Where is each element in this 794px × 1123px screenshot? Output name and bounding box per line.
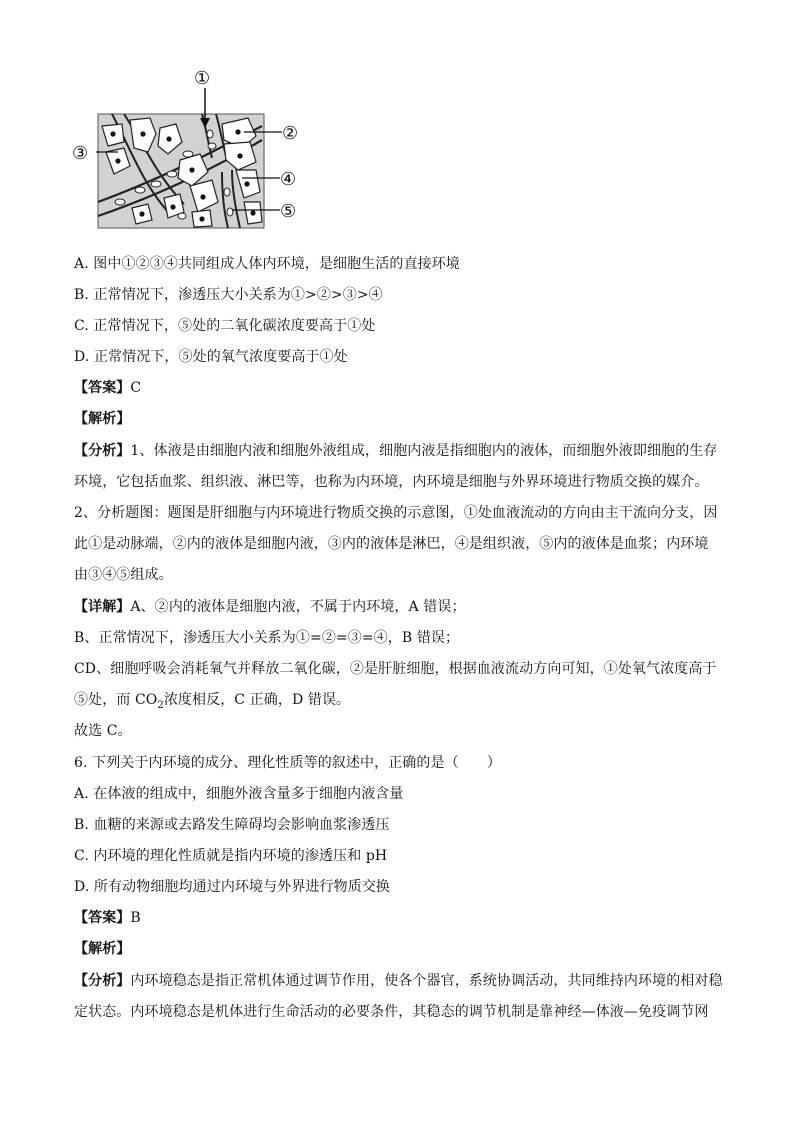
q5-analysis-p2-line2: 此①是动脉端，②内的液体是细胞内液，③内的液体是淋巴，④是组织液，⑤内的液体是血浆；内环境	[74, 536, 709, 552]
analysis-tag: 【分析】	[74, 973, 131, 989]
q5-analysis-p2-line1: 2、分析题图：题图是肝细胞与内环境进行物质交换的示意图，①处血液流动的方向由主干流向分支，因	[74, 505, 718, 521]
analysis-text: 内环境稳态是指正常机体通过调节作用，使各个器官，系统协调活动，共同维持内环境的相对稳	[130, 973, 723, 989]
liver-cell-diagram	[72, 62, 312, 242]
q5-option-a: A. 图中①②③④共同组成人体内环境，是细胞生活的直接环境	[74, 256, 460, 272]
label-5: ⑤	[280, 201, 297, 222]
analysis-tag: 【分析】	[74, 443, 131, 459]
q5-conclusion: 故选 C。	[74, 723, 132, 739]
answer-value: C	[130, 380, 142, 396]
q5-option-b: B. 正常情况下，渗透压大小关系为①>②>③>④	[74, 287, 383, 303]
q6-option-a: A. 在体液的组成中，细胞外液含量多于细胞内液含量	[74, 786, 404, 802]
analysis-title: 解析	[88, 941, 117, 957]
detail-text-a: ⑤处，而 CO	[74, 692, 158, 708]
label-2: ②	[282, 123, 299, 144]
subscript: 2	[157, 699, 164, 711]
analysis-title: 解析	[88, 411, 117, 427]
q5-answer	[74, 378, 141, 398]
q6-answer	[74, 908, 141, 928]
q5-detail-line3: CD、细胞呼吸会消耗氧气并释放二氧化碳，②是肝脏细胞，根据血液流动方向可知，①处氧气浓度高于	[74, 661, 717, 677]
analysis-text: 1、体液是由细胞内液和细胞外液组成，细胞内液是指细胞内的液体，而细胞外液即细胞的生存	[130, 443, 718, 459]
q5-analysis-p1-line2: 环境，它包括血浆、组织液、淋巴等，也称为内环境，内环境是细胞与外界环境进行物质交换的媒介。	[74, 474, 709, 490]
answer-tag: 【答案】	[74, 380, 131, 396]
q6-option-c: C. 内环境的理化性质就是指内环境的渗透压和 pH	[74, 848, 388, 864]
label-3: ③	[72, 143, 89, 164]
q6-option-d: D. 所有动物细胞均通过内环境与外界进行物质交换	[74, 879, 391, 895]
q6-stem: 6. 下列关于内环境的成分、理化性质等的叙述中，正确的是（ ）	[74, 755, 502, 771]
q5-detail-line1	[74, 597, 466, 617]
q5-detail-line2: B、正常情况下，渗透压大小关系为①=②=③=④，B 错误；	[74, 630, 460, 646]
answer-tag: 【答案】	[74, 910, 131, 926]
detail-text-b: 浓度相反，C 正确，D 错误。	[163, 692, 351, 708]
detail-tag: 【详解】	[74, 599, 131, 615]
detail-text: A、②内的液体是细胞内液，不属于内环境，A 错误；	[130, 599, 466, 615]
answer-value: B	[130, 910, 141, 926]
q5-analysis-p2-line3: 由③④⑤组成。	[74, 567, 173, 583]
q6-analysis-line1	[74, 971, 723, 991]
q5-analysis-p1-line1	[74, 441, 718, 461]
q6-analysis-heading: 【解析】	[74, 941, 131, 957]
q5-option-d: D. 正常情况下，⑤处的氧气浓度要高于①处	[74, 349, 348, 365]
label-1: ①	[194, 68, 211, 89]
q5-analysis-heading: 【解析】	[74, 411, 131, 427]
q5-detail-line4	[74, 690, 350, 716]
q6-analysis-line2: 定状态。内环境稳态是机体进行生命活动的必要条件，其稳态的调节机制是靠神经—体液—免疫调节网	[74, 1004, 709, 1020]
label-4: ④	[280, 169, 297, 190]
q6-option-b: B. 血糖的来源或去路发生障碍均会影响血浆渗透压	[74, 817, 390, 833]
q5-option-c: C. 正常情况下，⑤处的二氧化碳浓度要高于①处	[74, 318, 376, 334]
